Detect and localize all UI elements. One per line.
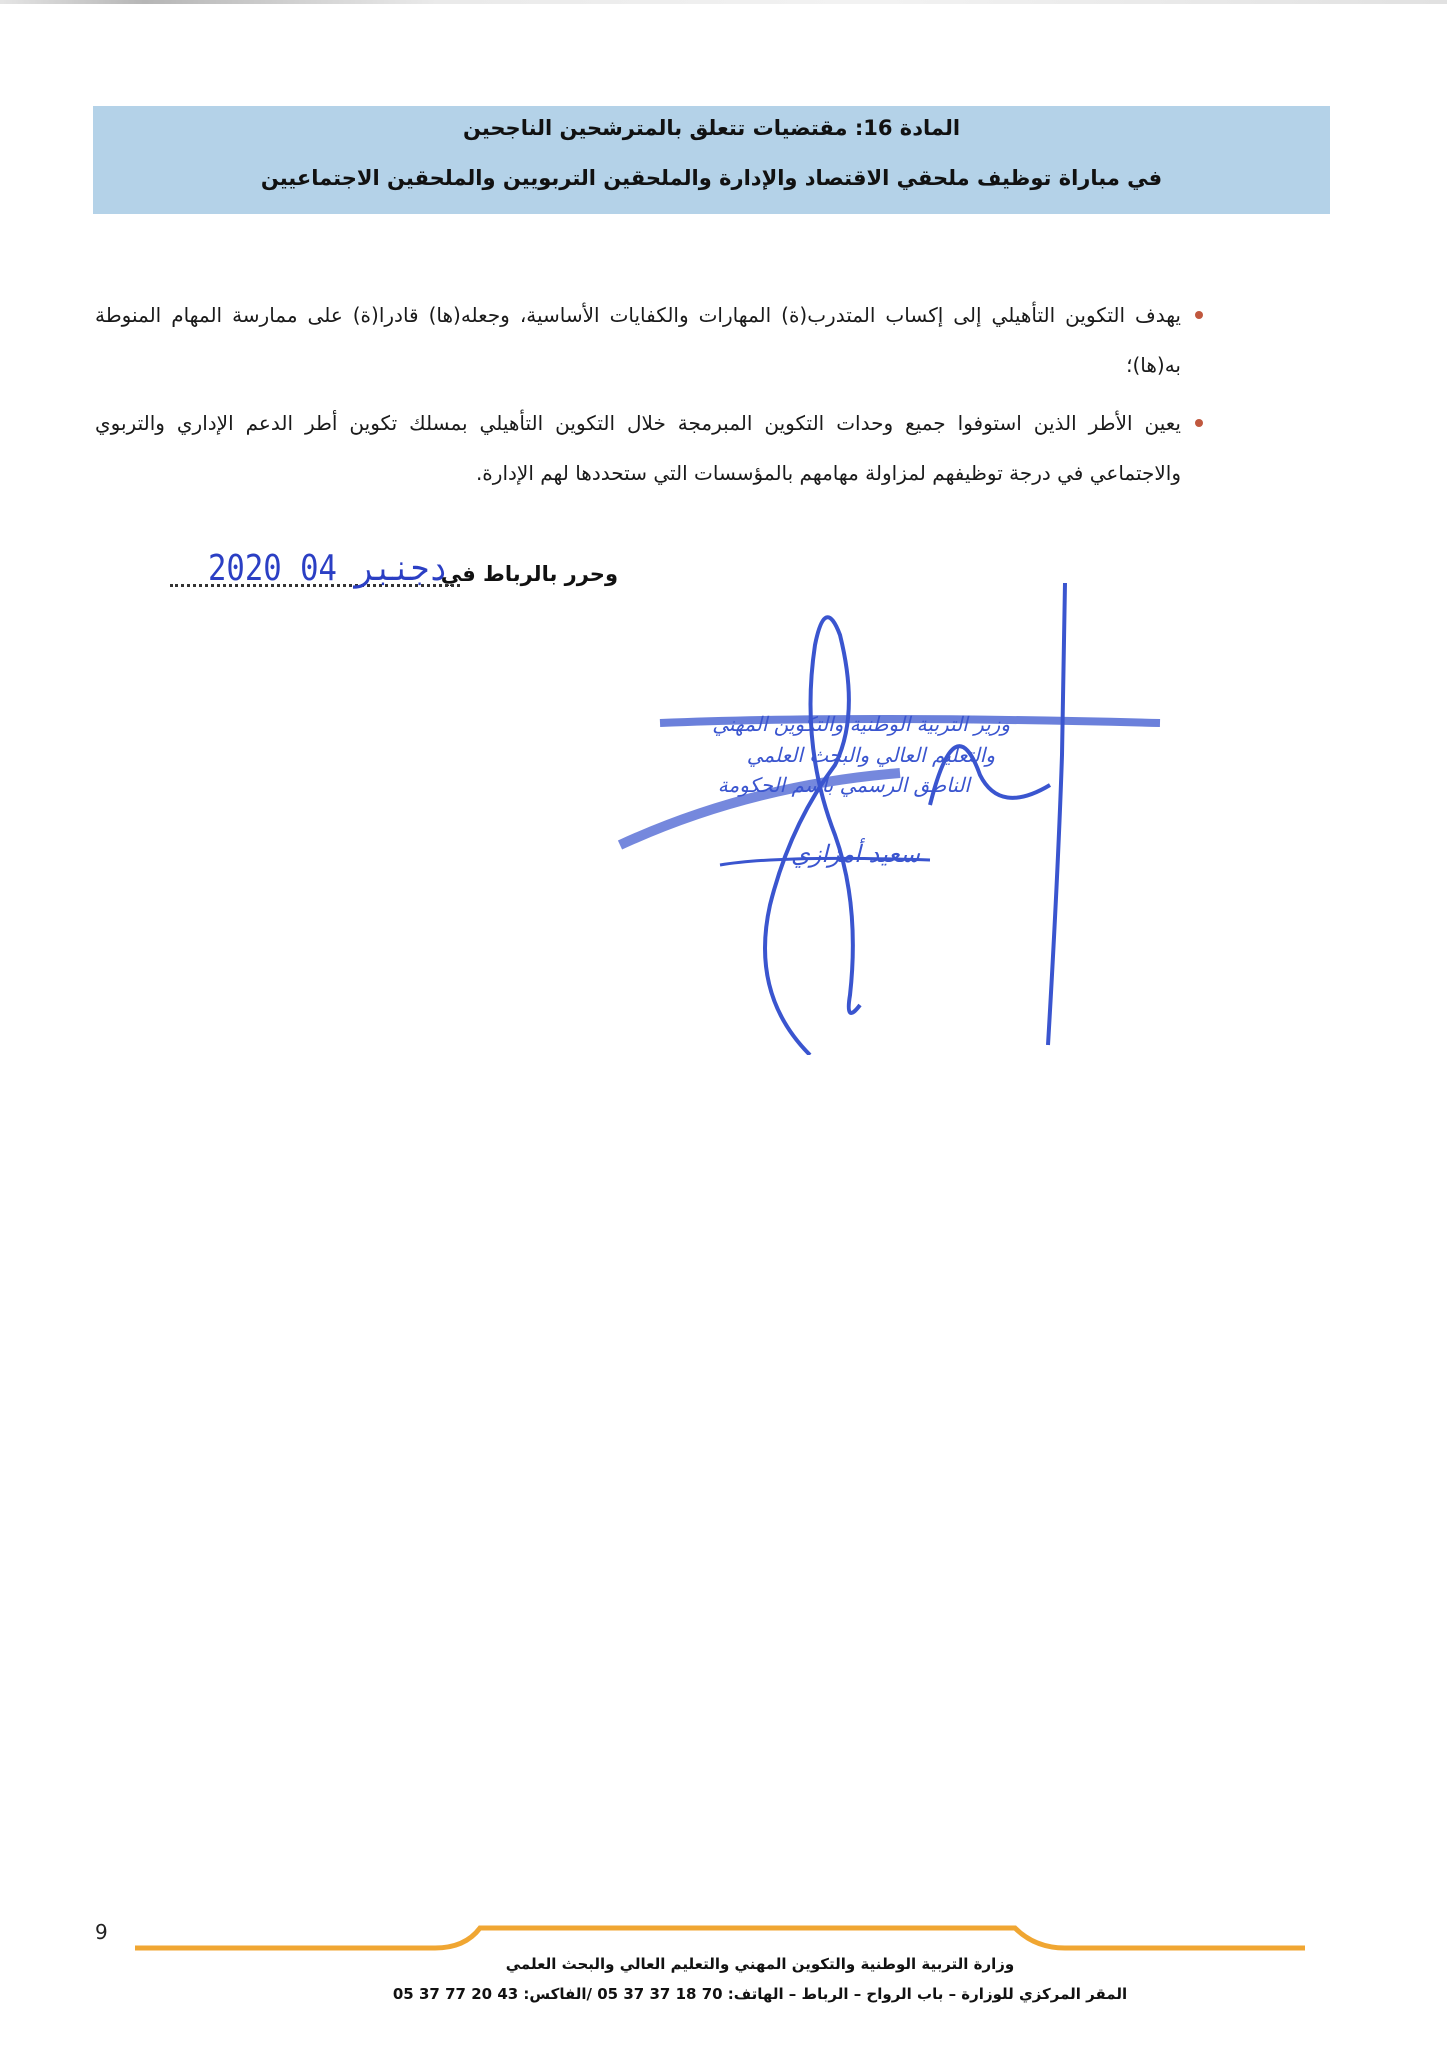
bullet-list [95,290,1207,498]
bullet-item [95,398,1207,498]
bullet-dot-icon [1195,311,1203,319]
footer-ministry: وزارة التربية الوطنية والتكوين المهني والتعليم العالي والبحث العلمي [505,1955,1015,1973]
scan-edge [0,0,1447,4]
stamp-line: الناطق الرسمي باسم الحكومة [717,773,970,797]
article-title: المادة 16: مقتضيات تتعلق بالمترشحين الناجحين [462,116,961,140]
article-subtitle: في مباراة توظيف ملحقي الاقتصاد والإدارة والملحقين التربويين والملحقين الاجتماعيين [260,166,1163,190]
bullet-text: يهدف التكوين التأهيلي إلى إكساب المتدرب(ة) المهارات والكفايات الأساسية، وجعله(ها) قادرا(ة) على ممارسة المهام المنوطة به(ها)؛ [95,303,1181,377]
signature-ink-icon [600,575,1180,1055]
article-header-band [93,106,1330,214]
bullet-item [95,290,1207,390]
stamp-line: والتعليم العالي والبحث العلمي [746,743,995,767]
signatory-name: سعيد أمزازي [791,840,920,868]
footer-divider [135,1918,1305,1958]
footer-address: المقر المركزي للوزارة – باب الرواح – الرباط – الهاتف: 70 18 37 37 05 /الفاكس: 43 20 77 37 05 [392,1985,1128,2003]
issued-label: وحرر بالرباط في [440,562,618,586]
signature-stroke [765,617,860,1055]
date-stamp: 2020 دجنبر 04 [208,548,448,589]
issued-place-date [168,548,618,598]
bullet-text: يعين الأطر الذين استوفوا جميع وحدات التكوين المبرمجة خلال التكوين التأهيلي بمسلك تكوين أطر الدعم الإداري والتربوي والاجتماعي في درجة توظيفهم لمزاولة مهامهم بالمؤسسات التي ستحددها لهم الإدارة. [95,411,1181,485]
article-body [95,290,1207,506]
bullet-dot-icon [1195,419,1203,427]
stamp-line: وزير التربية الوطنية والتكوين المهني [712,712,1010,736]
signature-stroke [1048,583,1065,1045]
page-number: 9 [95,1920,108,1944]
signature-stamp [600,575,1180,1055]
